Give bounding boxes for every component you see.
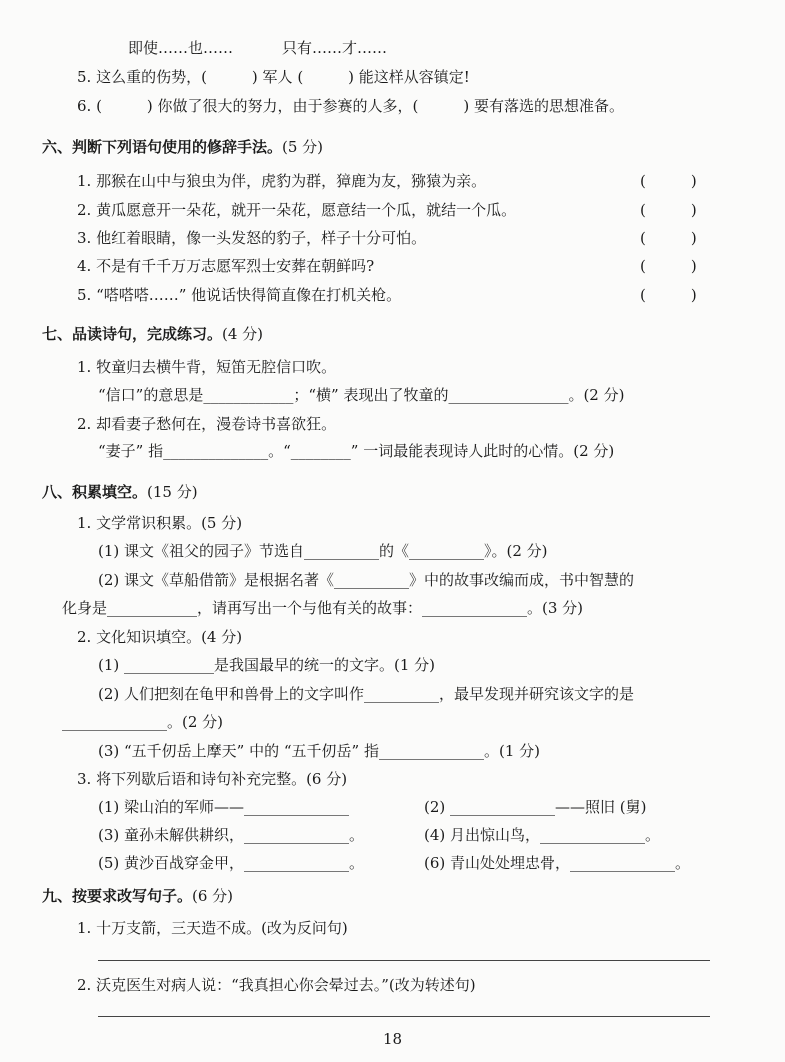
question-6-1: 1. 那猴在山中与狼虫为伴，虎豹为群，獐鹿为友，猕猿为亲。 [77, 172, 487, 190]
answer-paren-6-5[interactable]: ( ) [640, 286, 697, 304]
question-9-1: 1. 十万支箭，三天造不成。(改为反问句) [77, 919, 348, 937]
question-5-6: 6. ( ) 你做了很大的努力，由于参赛的人多，( ) 要有落选的思想准备。 [77, 97, 625, 115]
question-7-2: “妻子” 指______________。“________” 一词最能表现诗人此时的心情。(2 分) [98, 442, 615, 460]
section-7-heading [42, 324, 263, 344]
fill-8-3-2: (2) ______________——照旧 (舅) [424, 798, 647, 816]
poem-2: 2. 却看妻子愁何在，漫卷诗书喜欲狂。 [77, 415, 337, 433]
fill-8-3-1: (1) 梁山泊的军师——______________ [98, 798, 350, 816]
section-7-points: (4 分) [222, 325, 264, 343]
subsection-8-1: 1. 文学常识积累。(5 分) [77, 514, 243, 532]
fill-8-3-5: (5) 黄沙百战穿金甲，______________。 [98, 854, 365, 872]
question-8-2-2-cont: ______________。(2 分) [62, 713, 224, 731]
answer-paren-6-3[interactable]: ( ) [640, 229, 697, 247]
section-6-title: 六、判断下列语句使用的修辞手法。 [42, 138, 283, 156]
fill-8-3-3: (3) 童孙未解供耕织，______________。 [98, 826, 365, 844]
section-7-title: 七、品读诗句，完成练习。 [42, 325, 223, 343]
question-8-1-2: (2) 课文《草船借箭》是根据名著《__________》中的故事改编而成，书中智慧的 [98, 571, 635, 589]
question-6-5: 5. “嗒嗒嗒……” 他说话快得简直像在打机关枪。 [77, 286, 402, 304]
page-number: 18 [382, 1030, 403, 1048]
section-8-title: 八、积累填空。 [42, 483, 148, 501]
question-6-2: 2. 黄瓜愿意开一朵花，就开一朵花，愿意结一个瓜，就结一个瓜。 [77, 201, 517, 219]
question-7-1: “信口”的意思是____________；“横” 表现出了牧童的________________。(2 分) [98, 386, 625, 404]
question-9-2: 2. 沃克医生对病人说：“我真担心你会晕过去。”(改为转述句) [77, 976, 476, 994]
hint-word-pair-1: 即使……也…… [128, 39, 234, 57]
question-8-1-2-cont: 化身是____________，请再写出一个与他有关的故事：______________。(3 分) [62, 599, 584, 617]
section-9-title: 九、按要求改写句子。 [42, 887, 193, 905]
question-5-5: 5. 这么重的伤势，( ) 军人 ( ) 能这样从容镇定! [77, 68, 470, 86]
answer-line-9-2[interactable] [98, 1016, 710, 1017]
section-6-points: (5 分) [282, 138, 324, 156]
poem-1: 1. 牧童归去横牛背，短笛无腔信口吹。 [77, 358, 337, 376]
section-8-heading [42, 482, 198, 502]
fill-8-3-6: (6) 青山处处埋忠骨，______________。 [424, 854, 691, 872]
question-6-4: 4. 不是有千千万万志愿军烈士安葬在朝鲜吗? [77, 257, 375, 275]
answer-line-9-1[interactable] [98, 960, 710, 961]
question-8-2-3: (3) “五千仞岳上摩天” 中的 “五千仞岳” 指______________。(1 分) [98, 742, 541, 760]
hint-word-pair-2: 只有……才…… [282, 39, 388, 57]
fill-8-3-4: (4) 月出惊山鸟，______________。 [424, 826, 661, 844]
section-8-points: (15 分) [147, 483, 198, 501]
subsection-8-3: 3. 将下列歇后语和诗句补充完整。(6 分) [77, 770, 348, 788]
section-6-heading [42, 137, 323, 157]
question-8-1-1: (1) 课文《祖父的园子》节选自__________的《__________》。(2 分) [98, 542, 548, 560]
section-9-heading [42, 886, 233, 906]
section-9-points: (6 分) [192, 887, 234, 905]
answer-paren-6-2[interactable]: ( ) [640, 201, 697, 219]
answer-paren-6-1[interactable]: ( ) [640, 172, 697, 190]
subsection-8-2: 2. 文化知识填空。(4 分) [77, 628, 243, 646]
answer-paren-6-4[interactable]: ( ) [640, 257, 697, 275]
question-8-2-1: (1) ____________是我国最早的统一的文字。(1 分) [98, 656, 436, 674]
question-8-2-2: (2) 人们把刻在龟甲和兽骨上的文字叫作__________，最早发现并研究该文字的是 [98, 685, 635, 703]
question-6-3: 3. 他红着眼睛，像一头发怒的豹子，样子十分可怕。 [77, 229, 427, 247]
